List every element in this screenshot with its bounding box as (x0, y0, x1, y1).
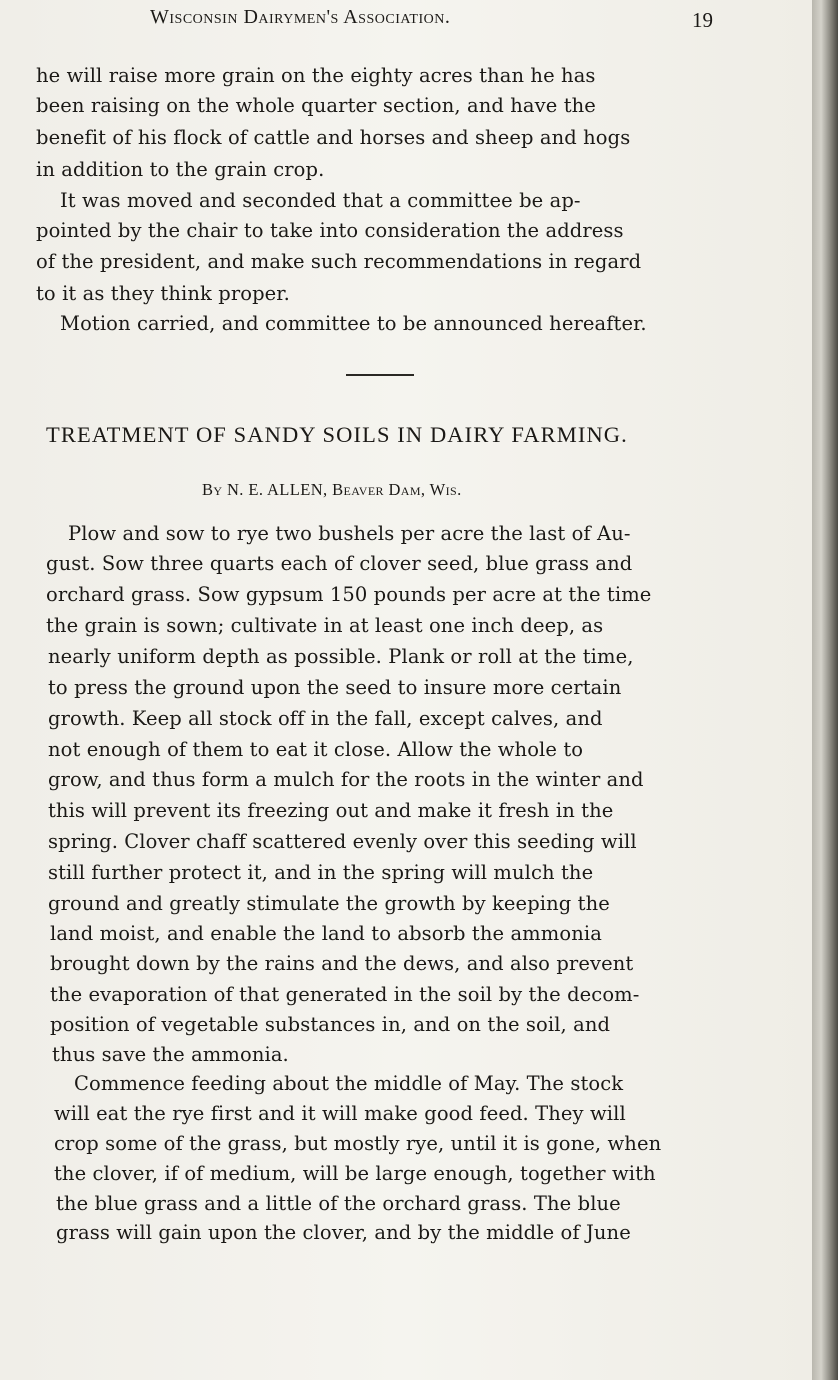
text-line: crop some of the grass, but mostly rye, until it is gone, when (54, 1132, 662, 1155)
text-line: Commence feeding about the middle of May. The stock (74, 1072, 624, 1095)
text-line: growth. Keep all stock off in the fall, except calves, and (48, 707, 603, 730)
text-line: not enough of them to eat it close. Allow the whole to (48, 738, 584, 761)
text-line: nearly uniform depth as possible. Plank or roll at the time, (48, 645, 634, 668)
text-line: Plow and sow to rye two bushels per acre the last of Au- (68, 522, 631, 545)
text-line: will eat the rye first and it will make good feed. They will (54, 1102, 626, 1125)
text-line: to it as they think proper. (36, 282, 290, 305)
page-edge (812, 0, 838, 1380)
text-line: he will raise more grain on the eighty acres than he has (36, 64, 596, 87)
text-line: land moist, and enable the land to absorb the ammonia (50, 922, 602, 945)
text-line: still further protect it, and in the spring will mulch the (48, 861, 594, 884)
text-line: of the president, and make such recommendations in regard (36, 250, 642, 273)
text-line: spring. Clover chaff scattered evenly over this seeding will (48, 830, 637, 853)
text-line: been raising on the whole quarter section, and have the (36, 94, 596, 117)
text-line: thus save the ammonia. (52, 1043, 289, 1066)
text-line: benefit of his flock of cattle and horses and sheep and hogs (36, 126, 631, 149)
text-line: ground and greatly stimulate the growth by keeping the (48, 892, 610, 915)
text-line: orchard grass. Sow gypsum 150 pounds per acre at the time (46, 583, 652, 606)
page-number: 19 (692, 8, 713, 32)
text-line: the grain is sown; cultivate in at least one inch deep, as (46, 614, 604, 637)
running-head: Wisconsin Dairymen's Association. (150, 6, 451, 28)
text-line: in addition to the grain crop. (36, 158, 325, 181)
text-line: pointed by the chair to take into consideration the address (36, 219, 624, 242)
section-divider (346, 374, 414, 376)
text-line: the evaporation of that generated in the soil by the decom- (50, 983, 640, 1006)
text-line: grow, and thus form a mulch for the roots in the winter and (48, 768, 644, 791)
text-line: to press the ground upon the seed to insure more certain (48, 676, 622, 699)
byline: By N. E. ALLEN, Beaver Dam, Wis. (202, 480, 462, 499)
text-line: this will prevent its freezing out and make it fresh in the (48, 799, 614, 822)
text-line: gust. Sow three quarts each of clover seed, blue grass and (46, 552, 633, 575)
text-line: Motion carried, and committee to be announced hereafter. (60, 312, 647, 335)
section-title: TREATMENT OF SANDY SOILS IN DAIRY FARMING. (46, 422, 628, 447)
text-line: position of vegetable substances in, and on the soil, and (50, 1013, 611, 1036)
text-line: brought down by the rains and the dews, and also prevent (50, 952, 634, 975)
text-line: the clover, if of medium, will be large enough, together with (54, 1162, 656, 1185)
text-line: grass will gain upon the clover, and by the middle of June (56, 1221, 631, 1244)
text-line: It was moved and seconded that a committee be ap- (60, 189, 581, 212)
text-line: the blue grass and a little of the orchard grass. The blue (56, 1192, 621, 1215)
